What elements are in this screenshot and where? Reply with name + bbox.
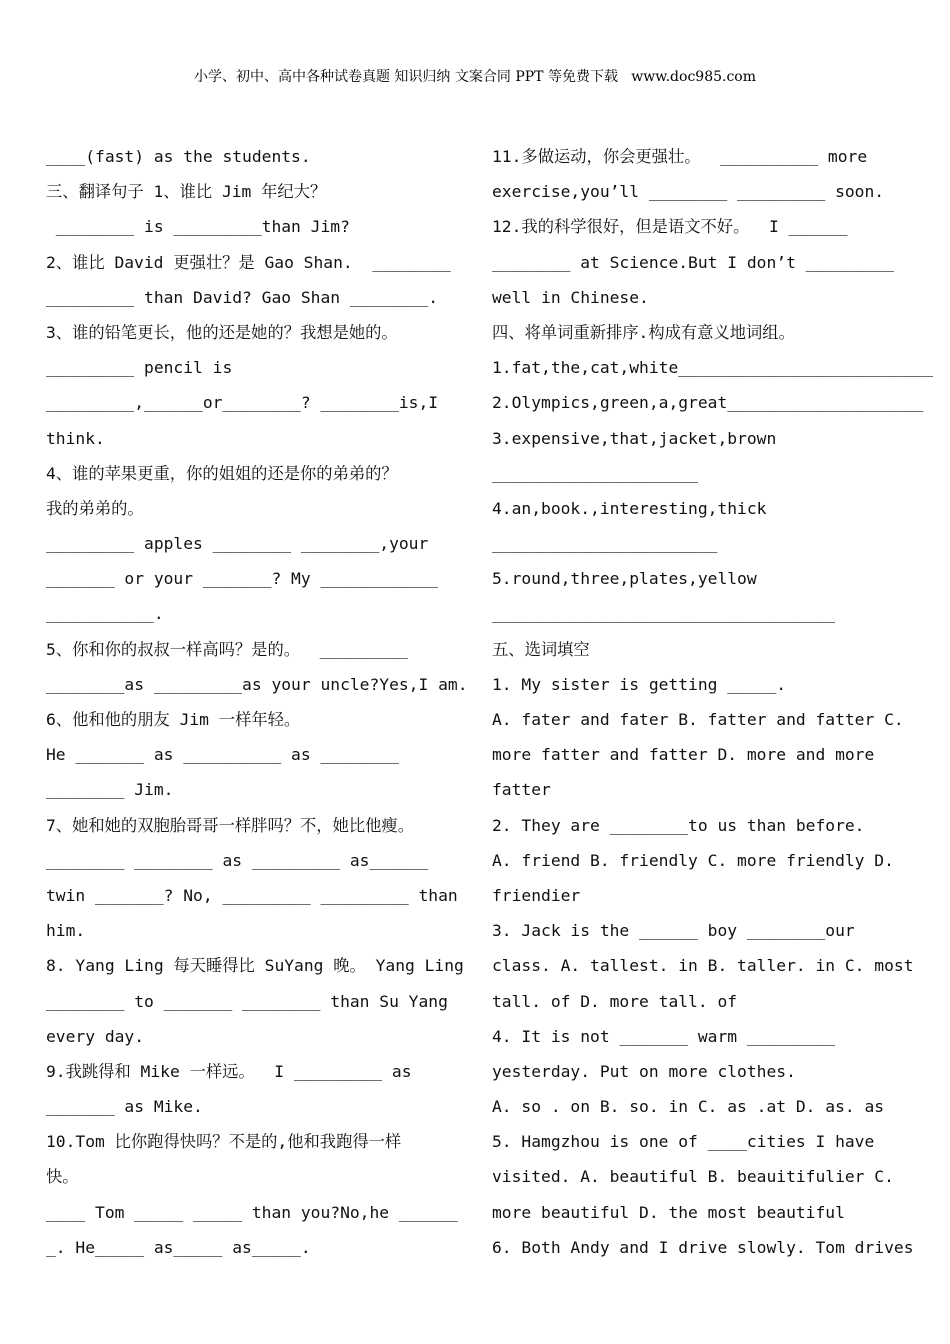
text-line: 1. My sister is getting _____.: [492, 674, 787, 694]
text-line: 3.expensive,that,jacket,brown: [492, 428, 777, 448]
page-header: 小学、初中、高中各种试卷真题 知识归纳 文案合同 PPT 等免费下载 www.doc985.com: [193, 69, 756, 85]
text-line: _______ as Mike.: [46, 1097, 203, 1117]
text-line: 3、谁的铅笔更长，他的还是她的？我想是她的。: [46, 322, 398, 342]
left-column: [46, 142, 472, 1268]
text-line: _________ than David? Gao Shan ________.: [46, 287, 439, 307]
text-line: 三、翻译句子 1、谁比 Jim 年纪大？: [46, 182, 327, 202]
text-line: yesterday. Put on more clothes.: [492, 1061, 796, 1081]
text-line: friendier: [492, 885, 581, 905]
text-line: 11.多做运动，你会更强壮。 __________ more: [492, 147, 868, 166]
text-line: fatter: [492, 780, 551, 800]
text-line: 6. Both Andy and I drive slowly. Tom drives: [492, 1237, 914, 1257]
text-line: ____(fast) as the students.: [46, 147, 311, 166]
text-line: tall. of D. more tall. of: [492, 991, 738, 1011]
text-line: 2.Olympics,green,a,great____________________: [492, 393, 924, 413]
text-line: _. He_____ as_____ as_____.: [46, 1237, 311, 1257]
text-line: 5、你和你的叔叔一样高吗？是的。 _________: [46, 639, 408, 659]
text-line: ________ Jim.: [46, 780, 174, 800]
text-line: A. fater and fater B. fatter and fatter C.: [492, 710, 904, 729]
text-line: ___________________________________: [492, 604, 836, 624]
text-line: _______ or your _______? My ____________: [46, 569, 439, 589]
text-line: 9.我跳得和 Mike 一样远。 I _________ as: [46, 1061, 412, 1081]
text-line: 四、将单词重新排序.构成有意义地词组。: [492, 322, 795, 342]
text-line: 2、谁比 David 更强壮？是 Gao Shan. ________: [46, 252, 451, 272]
text-line: A. friend B. friendly C. more friendly D.: [492, 850, 894, 870]
text-line: 7、她和她的双胞胎哥哥一样胖吗？不，她比他瘦。: [46, 815, 414, 835]
text-line: 8. Yang Ling 每天睡得比 SuYang 晚。 Yang Ling: [46, 956, 464, 976]
text-line: _____________________: [492, 463, 698, 483]
text-line: ________as _________as your uncle?Yes,I am.: [46, 674, 468, 694]
text-line: well in Chinese.: [492, 287, 649, 307]
text-line: 6、他和他的朋友 Jim 一样年轻。: [46, 710, 301, 729]
text-line: 5. Hamgzhou is one of ____cities I have: [492, 1132, 875, 1152]
text-line: ___________.: [46, 604, 164, 624]
text-line: visited. A. beautiful B. beauitifulier C.: [492, 1167, 894, 1187]
text-line: 3. Jack is the ______ boy ________our: [492, 921, 855, 941]
text-line: more fatter and fatter D. more and more: [492, 745, 875, 765]
text-line: 快。: [46, 1167, 79, 1187]
text-line: 1.fat,the,cat,white__________________________: [492, 358, 934, 378]
text-line: A. so . on B. so. in C. as .at D. as. as: [492, 1097, 885, 1117]
text-line: think.: [46, 428, 105, 448]
text-line: 我的弟弟的。: [46, 498, 144, 518]
text-line: twin _______? No, _________ _________ than: [46, 885, 458, 905]
text-line: _________ apples ________ ________,your: [46, 534, 429, 554]
text-line: exercise,you’ll ________ _________ soon.: [492, 182, 885, 202]
text-line: _________,______or________? ________is,I: [46, 393, 439, 413]
text-line: ________ is _________than Jim?: [46, 217, 350, 237]
text-line: ____ Tom _____ _____ than you?No,he ______: [46, 1202, 458, 1222]
text-line: class. A. tallest. in B. taller. in C. most: [492, 956, 914, 976]
text-line: 五、选词填空: [492, 639, 590, 659]
text-line: _________ pencil is: [46, 358, 233, 378]
text-line: him.: [46, 921, 86, 941]
text-line: more beautiful D. the most beautiful: [492, 1202, 845, 1222]
text-line: _______________________: [492, 534, 718, 554]
text-line: 12.我的科学很好，但是语文不好。 I ______: [492, 217, 848, 237]
text-line: 4.an,book.,interesting,thick: [492, 498, 767, 518]
text-line: 4. It is not _______ warm _________: [492, 1026, 836, 1046]
text-line: 4、谁的苹果更重，你的姐姐的还是你的弟弟的？: [46, 463, 398, 483]
text-line: ________ to _______ ________ than Su Yang: [46, 991, 448, 1011]
text-line: every day.: [46, 1026, 145, 1046]
text-line: ________ at Science.But I don’t _________: [492, 252, 894, 272]
text-line: 2. They are ________to us than before.: [492, 815, 865, 835]
right-column: [492, 142, 934, 1268]
text-line: 10.Tom 比你跑得快吗？不是的,他和我跑得一样: [46, 1132, 402, 1152]
text-line: 5.round,three,plates,yellow: [492, 569, 757, 589]
text-line: ________ ________ as _________ as______: [46, 850, 429, 870]
text-line: He _______ as __________ as ________: [46, 745, 399, 765]
